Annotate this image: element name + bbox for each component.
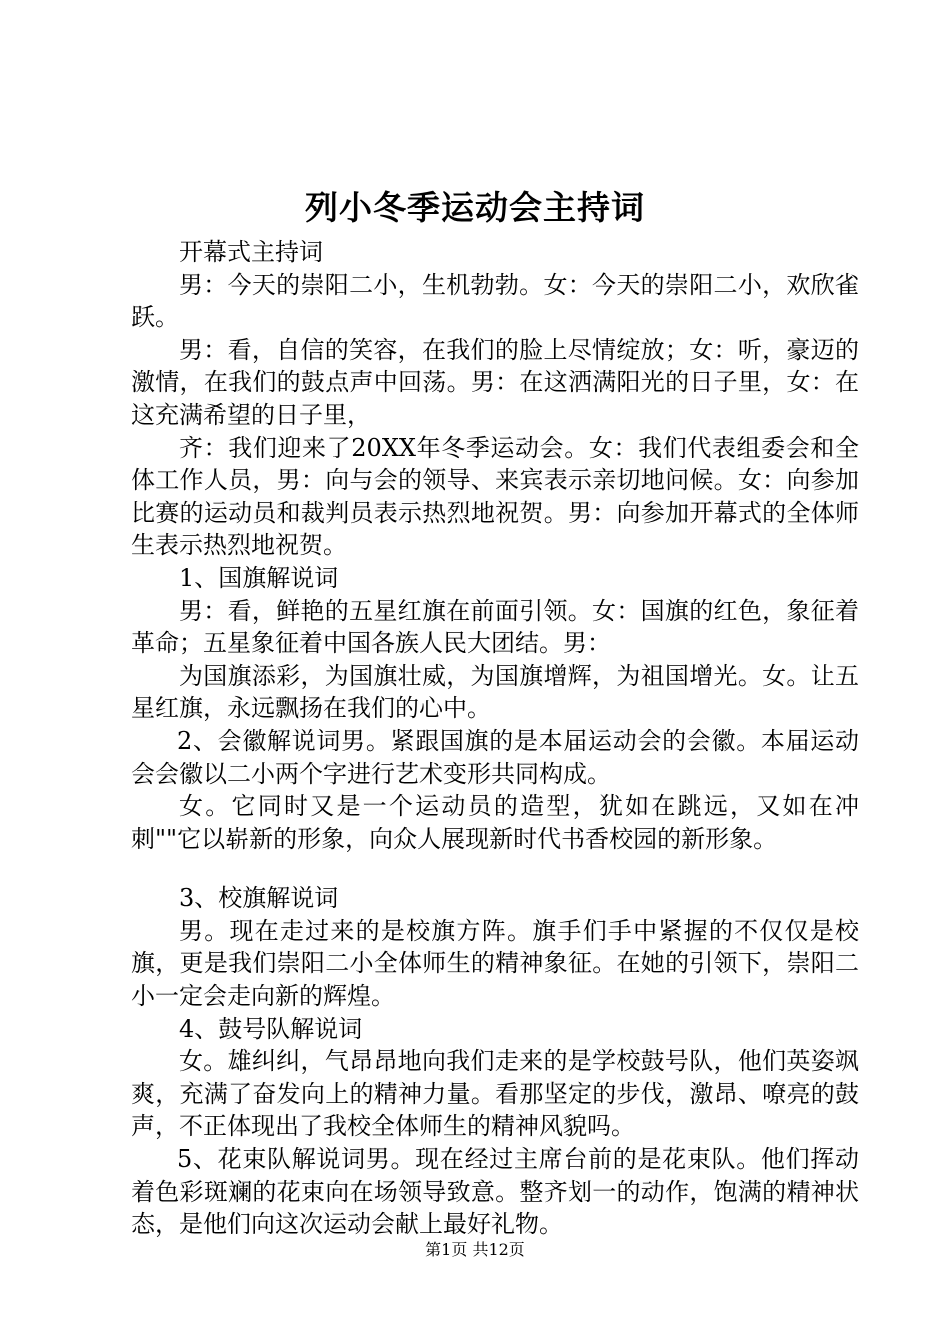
paragraph: 2、会徽解说词男。紧跟国旗的是本届运动会的会徽。本届运动会会徽以二小两个字进行艺术变形共同构成。 (131, 726, 859, 788)
document-body (131, 236, 859, 1241)
blank-line (131, 855, 859, 882)
paragraph: 为国旗添彩，为国旗壮威，为国旗增辉，为祖国增光。女。让五星红旗，永远飘扬在我们的心中。 (131, 661, 859, 723)
paragraph: 女。雄纠纠，气昂昂地向我们走来的是学校鼓号队，他们英姿飒爽，充满了奋发向上的精神力量。看那坚定的步伐，激昂、嘹亮的鼓声，不正体现出了我校全体师生的精神风貌吗。 (131, 1047, 859, 1141)
section-heading-school-flag: 3、校旗解说词 (179, 884, 339, 913)
section-heading-drum-team: 4、鼓号队解说词 (179, 1014, 363, 1043)
paragraph: 男：看，鲜艳的五星红旗在前面引领。女：国旗的红色，象征着革命；五星象征着中国各族人民大团结。男： (131, 596, 859, 658)
paragraph: 男。现在走过来的是校旗方阵。旗手们手中紧握的不仅仅是校旗，更是我们崇阳二小全体师生的精神象征。在她的引领下，崇阳二小一定会走向新的辉煌。 (131, 916, 859, 1011)
paragraph: 男：今天的崇阳二小，生机勃勃。女：今天的崇阳二小，欢欣雀跃。 (131, 270, 859, 332)
paragraph: 5、花束队解说词男。现在经过主席台前的是花束队。他们挥动着色彩斑斓的花束向在场领导致意。整齐划一的动作，饱满的精神状态，是他们向这次运动会献上最好礼物。 (131, 1145, 859, 1239)
page-footer: 第1页 共12页 (425, 1240, 525, 1259)
paragraph: 齐：我们迎来了20XX年冬季运动会。女：我们代表组委会和全体工作人员，男：向与会的领导、来宾表示亲切地问候。女：向参加比赛的运动员和裁判员表示热烈地祝贺。男：向参加开幕式的全体师生表示热烈地祝贺。 (131, 433, 859, 560)
paragraph: 女。它同时又是一个运动员的造型，犹如在跳远，又如在冲刺""它以崭新的形象，向众人展现新时代书香校园的新形象。 (131, 792, 859, 853)
document-title: 列小冬季运动会主持词 (305, 188, 645, 227)
paragraph: 男：看，自信的笑容，在我们的脸上尽情绽放；女：听，豪迈的激情，在我们的鼓点声中回荡。男：在这洒满阳光的日子里，女：在这充满希望的日子里， (131, 335, 859, 429)
section-heading-opening: 开幕式主持词 (179, 238, 323, 266)
section-heading-flag: 1、国旗解说词 (179, 563, 339, 592)
